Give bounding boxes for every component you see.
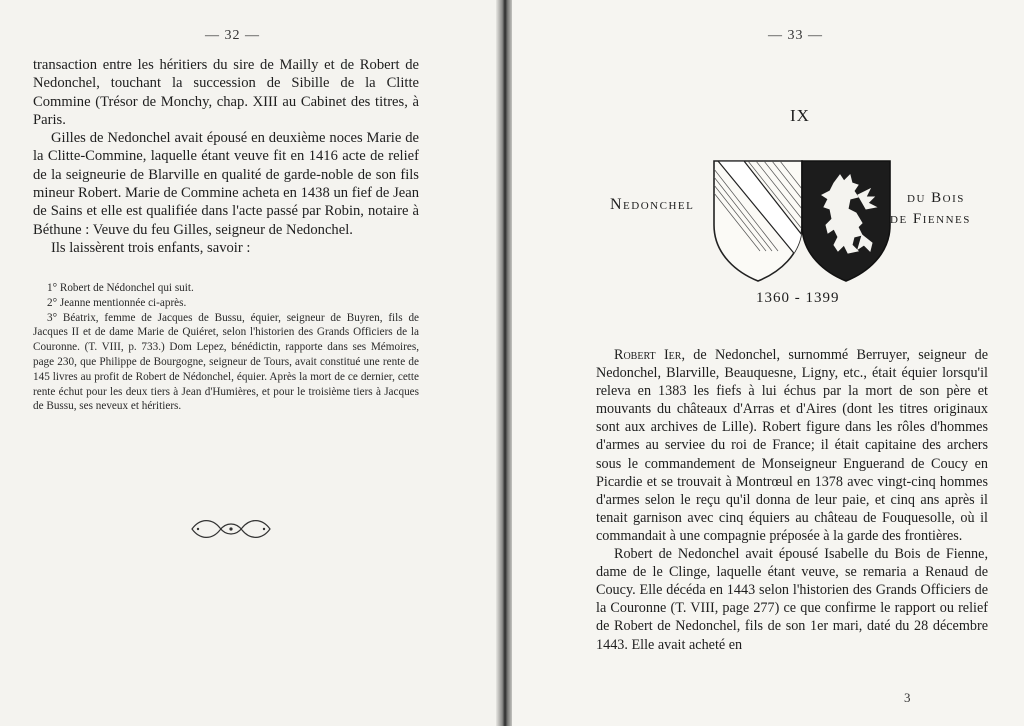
left-page — [0, 0, 500, 726]
paragraph-text: , de Nedonchel, surnommé Berruyer, seigneur de Nedonchel, Blarville, Beauquesne, Ligny, etc., était équier lorsqu'il releva en 1383 les fiefs à lui échus par la mort de son père et mouvants du châteaux d'Arras et d'Aires (dont les titres originaux sont aux archives de Lille). Robert figure dans les rôles d'hommes d'armes au serviee du roi de France; il était capitaine des archers sous le commandement de Monseigneur Enguerand de Coucy en Picardie et se trouvait à Montrœul en 1378 avec vingt-cinq hommes d'armes selon le reçu qu'il donna de leur paie, et cinq ans après il tenait garnison avec cinq équiers au château de Fouquesolle, où il commandait à une compagnie préposée à la garde des frontières. — [596, 347, 988, 544]
arms-label-left: Nedonchel — [610, 196, 695, 213]
paragraph: Gilles de Nedonchel avait épousé en deuxième noces Marie de la Clitte-Commine, laquelle étant veuve fit en 1416 acte de relief de la seigneurie de Blarville en qualité de garde-noble de son fils mineur Robert. Marie de Commine acheta en 1438 un fief de Jean de Sains et elle est qualifiée dans l'acte passé par Robin, notaire à Béthune : Veuve du feu Gilles, seigneur de Nedonchel. — [33, 130, 419, 238]
person-name: Robert Ier — [614, 347, 682, 363]
arms-label-right-1: du Bois — [907, 190, 965, 206]
date-range: 1360 - 1399 — [756, 290, 840, 306]
enumerated-notes — [33, 281, 419, 414]
left-body-text — [33, 56, 419, 257]
chapter-number: IX — [790, 106, 810, 125]
paragraph: transaction entre les héritiers du sire de Mailly et de Robert de Nedonchel, touchant la succession de Sibille de la Clitte Commine (Trésor de Monchy, chap. XIII au Cabinet des titres, à Paris. — [33, 57, 419, 128]
page-number: — 32 — — [205, 28, 260, 43]
paragraph — [596, 346, 988, 545]
paragraph: Ils laissèrent trois enfants, savoir : — [51, 239, 251, 256]
coat-of-arms-icon — [708, 155, 896, 285]
paragraph: Robert de Nedonchel avait épousé Isabelle du Bois de Fienne, dame de le Clinge, laquelle étant veuve, se remaria a Renaud de Coucy. Elle décéda en 1443 selon l'historien des Grands Officiers de la Couronne (T. VIII, page 277) ce que confirme le rapport ou relief de Robert de Nedonchel, fils de son 1er mari, daté du 28 décembre 1443. Elle avait acheté en — [596, 546, 988, 653]
note-item: 1° Robert de Nédonchel qui suit. — [47, 282, 194, 294]
signature-mark: 3 — [904, 690, 911, 705]
right-body-text — [596, 346, 988, 654]
page-number: — 33 — — [768, 28, 823, 43]
note-item: 2° Jeanne mentionnée ci-après. — [47, 296, 187, 309]
arms-label-right-2: de Fiennes — [890, 211, 971, 227]
right-page — [512, 0, 1024, 726]
ornament-icon — [186, 516, 276, 542]
note-item: 3° Béatrix, femme de Jacques de Bussu, équier, seigneur de Buyren, fils de Jacques II et de dame Marie de Quiéret, selon l'historien des Grands Officiers de la Couronne. (T. VIII, p. 733.) Dom Lepez, bénédictin, rapporte dans ses Mémoires, page 230, que Philippe de Bourgogne, seigneur de Tours, avait constitué une rente de 145 livres au profit de Robert de Nédonchel, équier. Après la mort de ce dernier, cette rente échut pour les deux tiers à Jean d'Humières, et pour le troisième tiers à Jacques de Bussu, ses neveux et héritiers. — [33, 311, 419, 413]
